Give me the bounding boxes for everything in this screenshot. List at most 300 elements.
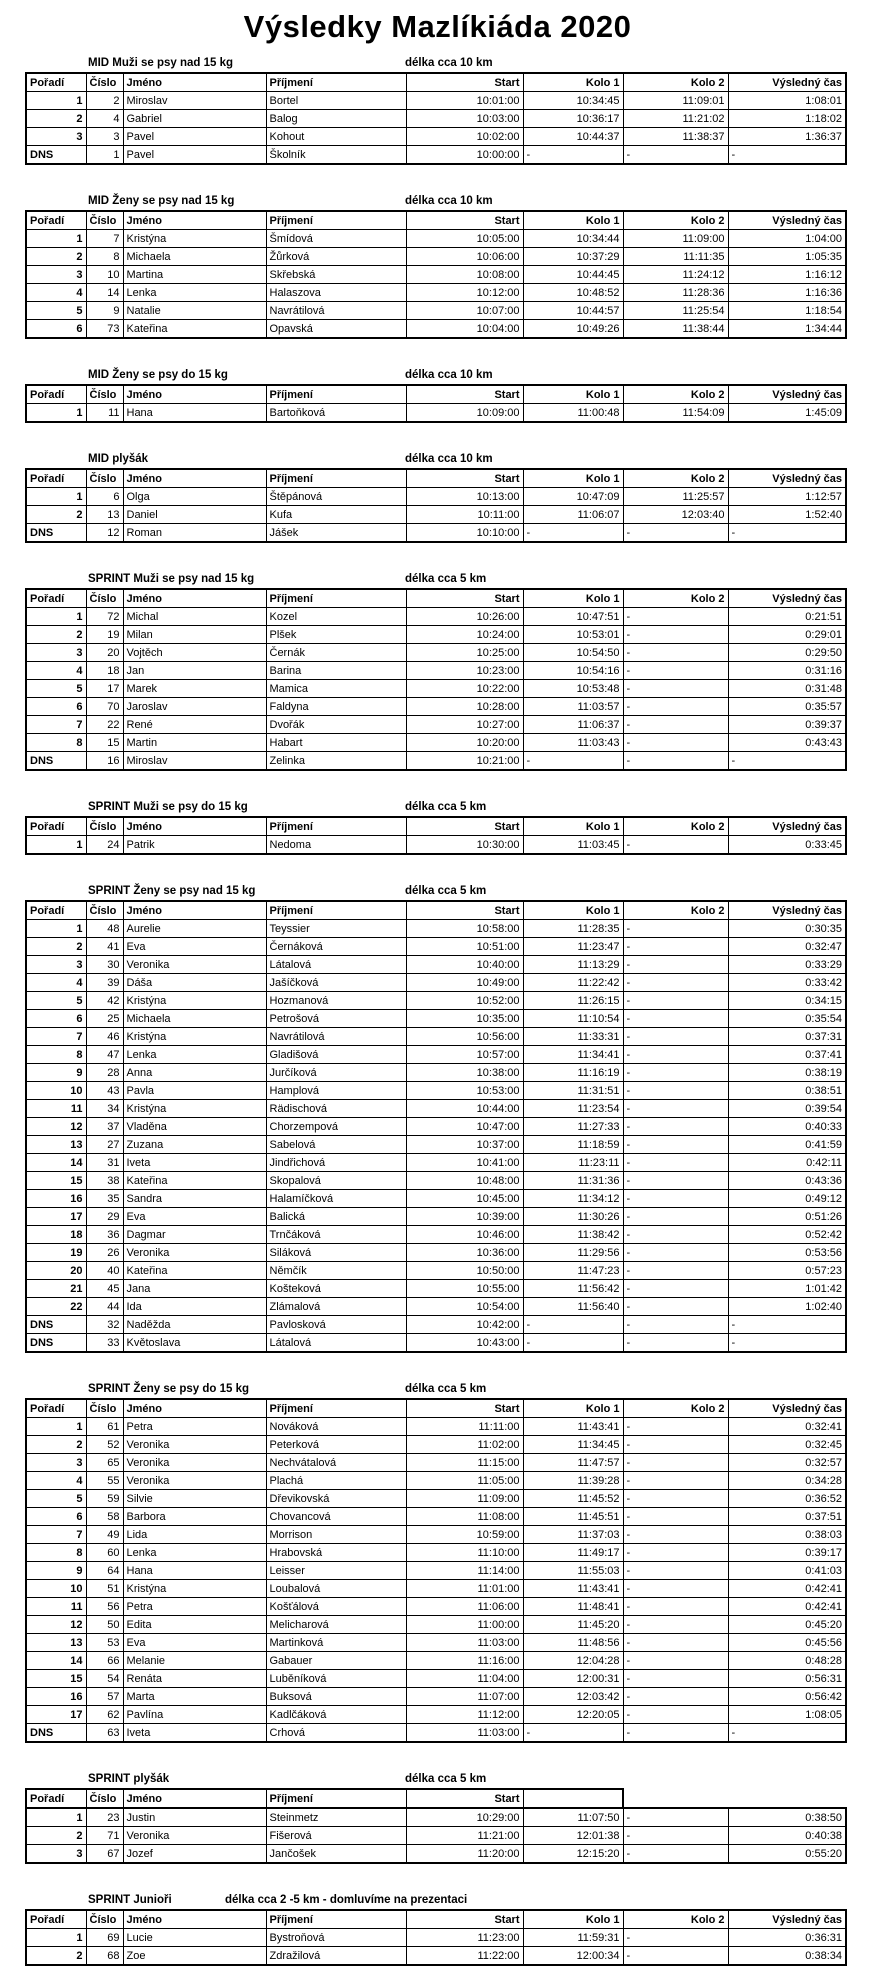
bib-cell: 63 [86, 1724, 123, 1743]
result-cell: 0:32:47 [728, 938, 846, 956]
lap1-cell: 12:04:28 [523, 1652, 623, 1670]
bib-cell: 12 [86, 524, 123, 543]
dns-row [26, 1724, 846, 1743]
start-cell: 11:07:00 [406, 1688, 523, 1706]
column-header: Číslo [86, 1399, 123, 1418]
firstname-cell: Pavel [123, 128, 266, 146]
surname-cell: Nováková [266, 1418, 406, 1436]
result-cell: 0:35:54 [728, 1010, 846, 1028]
surname-cell: Kozel [266, 608, 406, 626]
rank-cell: 3 [26, 1845, 86, 1864]
start-cell: 11:01:00 [406, 1580, 523, 1598]
section-title: SPRINT plyšák [88, 1773, 170, 1785]
result-cell: 0:37:51 [728, 1508, 846, 1526]
rank-cell: 21 [26, 1280, 86, 1298]
surname-cell: Gabauer [266, 1652, 406, 1670]
lap1-cell: - [523, 1334, 623, 1353]
rank-cell: DNS [26, 146, 86, 165]
lap1-cell: 10:36:17 [523, 110, 623, 128]
bib-cell: 47 [86, 1046, 123, 1064]
bib-cell: 54 [86, 1670, 123, 1688]
section-title: SPRINT Ženy se psy do 15 kg [88, 1383, 250, 1395]
lap2-cell: - [623, 698, 728, 716]
start-cell: 11:04:00 [406, 1670, 523, 1688]
surname-cell: Plachá [266, 1472, 406, 1490]
dns-row [26, 146, 846, 165]
lap2-cell: 11:25:54 [623, 302, 728, 320]
rank-cell: DNS [26, 1334, 86, 1353]
page-title: Výsledky Mazlíkiáda 2020 [243, 9, 632, 44]
table-row [26, 734, 846, 752]
rank-cell: 5 [26, 680, 86, 698]
start-cell: 10:26:00 [406, 608, 523, 626]
start-cell: 10:09:00 [406, 404, 523, 423]
section-header [25, 884, 845, 899]
lap1-cell: - [523, 524, 623, 543]
table-row [26, 1490, 846, 1508]
results-table [25, 1909, 847, 1966]
lap1-cell: 10:44:45 [523, 266, 623, 284]
column-header: Číslo [86, 901, 123, 920]
result-cell: 0:40:33 [728, 1118, 846, 1136]
firstname-cell: Melanie [123, 1652, 266, 1670]
result-cell: 0:37:31 [728, 1028, 846, 1046]
bib-cell: 4 [86, 110, 123, 128]
result-cell: 0:34:15 [728, 992, 846, 1010]
firstname-cell: Petra [123, 1418, 266, 1436]
results-section [25, 572, 845, 771]
rank-cell: 4 [26, 662, 86, 680]
table-row [26, 1706, 846, 1724]
start-cell: 10:36:00 [406, 1244, 523, 1262]
surname-cell: Kohout [266, 128, 406, 146]
result-cell: - [728, 524, 846, 543]
start-cell: 10:21:00 [406, 752, 523, 771]
surname-cell: Siláková [266, 1244, 406, 1262]
section-distance-note: délka cca 5 km [405, 885, 487, 897]
column-header: Příjmení [266, 73, 406, 92]
bib-cell: 53 [86, 1634, 123, 1652]
rank-cell: 2 [26, 1947, 86, 1966]
lap2-cell: - [623, 1929, 728, 1947]
table-row [26, 1580, 846, 1598]
firstname-cell: Zoe [123, 1947, 266, 1966]
firstname-cell: Olga [123, 488, 266, 506]
column-header: Pořadí [26, 1789, 86, 1808]
results-table [25, 1807, 847, 1864]
start-cell: 11:14:00 [406, 1562, 523, 1580]
rank-cell: 17 [26, 1208, 86, 1226]
document-page [0, 8, 875, 1966]
lap2-cell: 11:24:12 [623, 266, 728, 284]
column-header: Příjmení [266, 211, 406, 230]
surname-cell: Gladišová [266, 1046, 406, 1064]
table-row [26, 1154, 846, 1172]
column-header: Výsledný čas [728, 901, 846, 920]
result-cell: 0:33:29 [728, 956, 846, 974]
rank-cell: 11 [26, 1598, 86, 1616]
lap1-cell: 11:29:56 [523, 1244, 623, 1262]
lap2-cell: 11:54:09 [623, 404, 728, 423]
header-row [26, 901, 846, 920]
rank-cell: 1 [26, 92, 86, 110]
rank-cell: 13 [26, 1634, 86, 1652]
rank-cell: 1 [26, 608, 86, 626]
lap2-cell: - [623, 716, 728, 734]
result-cell: 1:34:44 [728, 320, 846, 339]
firstname-cell: Kristýna [123, 1580, 266, 1598]
column-header: Příjmení [266, 589, 406, 608]
lap2-cell: 11:09:00 [623, 230, 728, 248]
result-cell: 0:40:38 [728, 1827, 846, 1845]
table-row [26, 1808, 846, 1827]
rank-cell: 5 [26, 302, 86, 320]
rank-cell: 15 [26, 1670, 86, 1688]
bib-cell: 65 [86, 1454, 123, 1472]
section-header [25, 368, 845, 383]
start-cell: 10:45:00 [406, 1190, 523, 1208]
rank-cell: 5 [26, 1490, 86, 1508]
lap1-cell: 10:47:09 [523, 488, 623, 506]
lap1-cell: 11:33:31 [523, 1028, 623, 1046]
results-table [25, 1398, 847, 1743]
start-cell: 10:06:00 [406, 248, 523, 266]
column-header: Kolo 2 [623, 1399, 728, 1418]
start-cell: 11:21:00 [406, 1827, 523, 1845]
lap1-cell: 11:43:41 [523, 1418, 623, 1436]
lap1-cell: 10:49:26 [523, 320, 623, 339]
lap2-cell: 11:21:02 [623, 110, 728, 128]
surname-cell: Pavlosková [266, 1316, 406, 1334]
surname-cell: Leisser [266, 1562, 406, 1580]
header-row [26, 1399, 846, 1418]
start-cell: 11:22:00 [406, 1947, 523, 1966]
result-cell: 0:38:03 [728, 1526, 846, 1544]
table-row [26, 320, 846, 339]
lap1-cell: 11:45:52 [523, 1490, 623, 1508]
rank-cell: 6 [26, 1010, 86, 1028]
lap2-cell: - [623, 1490, 728, 1508]
dns-row [26, 1334, 846, 1353]
start-cell: 10:28:00 [406, 698, 523, 716]
surname-cell: Mamica [266, 680, 406, 698]
lap1-cell: 11:22:42 [523, 974, 623, 992]
bib-cell: 32 [86, 1316, 123, 1334]
result-cell: 0:29:50 [728, 644, 846, 662]
section-header [25, 800, 845, 815]
results-section [25, 1382, 845, 1743]
lap1-cell: 11:06:07 [523, 506, 623, 524]
column-header: Kolo 2 [623, 1910, 728, 1929]
start-cell: 10:50:00 [406, 1262, 523, 1280]
result-cell: 0:57:23 [728, 1262, 846, 1280]
start-cell: 10:29:00 [406, 1808, 523, 1827]
lap2-cell: - [623, 1298, 728, 1316]
table-row [26, 128, 846, 146]
table-row [26, 1190, 846, 1208]
rank-cell: 6 [26, 1508, 86, 1526]
table-row [26, 1634, 846, 1652]
bib-cell: 13 [86, 506, 123, 524]
firstname-cell: Michaela [123, 248, 266, 266]
start-cell: 11:08:00 [406, 1508, 523, 1526]
result-cell: 0:37:41 [728, 1046, 846, 1064]
table-row [26, 1526, 846, 1544]
section-distance-note: délka cca 5 km [405, 573, 487, 585]
start-cell: 10:37:00 [406, 1136, 523, 1154]
bib-cell: 58 [86, 1508, 123, 1526]
firstname-cell: Kristýna [123, 1100, 266, 1118]
surname-cell: Bystroňová [266, 1929, 406, 1947]
rank-cell: 4 [26, 284, 86, 302]
lap2-cell: 12:03:40 [623, 506, 728, 524]
bib-cell: 39 [86, 974, 123, 992]
section-header [25, 56, 845, 71]
column-header: Pořadí [26, 1910, 86, 1929]
surname-cell: Dřevikovská [266, 1490, 406, 1508]
rank-cell: 2 [26, 1436, 86, 1454]
section-distance-note: délka cca 10 km [405, 453, 493, 465]
bib-cell: 15 [86, 734, 123, 752]
table-row [26, 1418, 846, 1436]
bib-cell: 51 [86, 1580, 123, 1598]
lap2-cell: - [623, 1544, 728, 1562]
surname-cell: Nedoma [266, 836, 406, 855]
lap1-cell: - [523, 1724, 623, 1743]
bib-cell: 7 [86, 230, 123, 248]
lap2-cell: - [623, 1028, 728, 1046]
column-header: Pořadí [26, 817, 86, 836]
rank-cell: 8 [26, 1544, 86, 1562]
start-cell: 10:42:00 [406, 1316, 523, 1334]
lap1-cell: 10:53:48 [523, 680, 623, 698]
lap2-cell: - [623, 1172, 728, 1190]
lap1-cell: 11:59:31 [523, 1929, 623, 1947]
section-distance-note: délka cca 10 km [405, 369, 493, 381]
bib-cell: 26 [86, 1244, 123, 1262]
lap1-cell: 11:47:23 [523, 1262, 623, 1280]
result-cell: 0:35:57 [728, 698, 846, 716]
results-section [25, 452, 845, 543]
results-section [25, 56, 845, 165]
rank-cell: 17 [26, 1706, 86, 1724]
rank-cell: 8 [26, 734, 86, 752]
surname-cell: Crhová [266, 1724, 406, 1743]
table-row [26, 1280, 846, 1298]
bib-cell: 31 [86, 1154, 123, 1172]
column-header: Jméno [123, 589, 266, 608]
firstname-cell: Renáta [123, 1670, 266, 1688]
firstname-cell: Iveta [123, 1154, 266, 1172]
lap1-cell: 12:00:31 [523, 1670, 623, 1688]
firstname-cell: Lucie [123, 1929, 266, 1947]
table-row [26, 1100, 846, 1118]
column-header: Start [406, 73, 523, 92]
section-title: SPRINT Ženy se psy nad 15 kg [88, 885, 256, 897]
rank-cell: 3 [26, 956, 86, 974]
surname-cell: Petrošová [266, 1010, 406, 1028]
firstname-cell: Pavla [123, 1082, 266, 1100]
firstname-cell: Eva [123, 1634, 266, 1652]
rank-cell: 8 [26, 1046, 86, 1064]
column-header: Pořadí [26, 211, 86, 230]
rank-cell: 1 [26, 1808, 86, 1827]
start-cell: 10:13:00 [406, 488, 523, 506]
result-cell: 0:31:48 [728, 680, 846, 698]
firstname-cell: Edita [123, 1616, 266, 1634]
table-row [26, 1845, 846, 1864]
surname-cell: Hozmanová [266, 992, 406, 1010]
rank-cell: 4 [26, 974, 86, 992]
result-cell: 1:08:01 [728, 92, 846, 110]
result-cell: 0:31:16 [728, 662, 846, 680]
results-table [25, 588, 847, 771]
start-cell: 10:59:00 [406, 1526, 523, 1544]
surname-cell: Kadlčáková [266, 1706, 406, 1724]
surname-cell: Nechvátalová [266, 1454, 406, 1472]
lap2-cell: - [623, 920, 728, 938]
firstname-cell: Kristýna [123, 992, 266, 1010]
lap2-cell: 11:25:57 [623, 488, 728, 506]
start-cell: 10:08:00 [406, 266, 523, 284]
result-cell: - [728, 1316, 846, 1334]
lap1-cell: 10:44:37 [523, 128, 623, 146]
surname-cell: Buksová [266, 1688, 406, 1706]
bib-cell: 42 [86, 992, 123, 1010]
result-cell: - [728, 1724, 846, 1743]
column-header [523, 1789, 623, 1808]
result-cell: 0:53:56 [728, 1244, 846, 1262]
bib-cell: 28 [86, 1064, 123, 1082]
surname-cell: Trnčáková [266, 1226, 406, 1244]
column-header: Výsledný čas [728, 1910, 846, 1929]
column-header: Číslo [86, 469, 123, 488]
results-table [25, 72, 847, 165]
column-header: Kolo 2 [623, 469, 728, 488]
start-cell: 10:48:00 [406, 1172, 523, 1190]
surname-cell: Skopalová [266, 1172, 406, 1190]
lap1-cell: 11:28:35 [523, 920, 623, 938]
bib-cell: 59 [86, 1490, 123, 1508]
lap1-cell: 11:07:50 [523, 1808, 623, 1827]
firstname-cell: Kristýna [123, 1028, 266, 1046]
surname-cell: Zlámalová [266, 1298, 406, 1316]
bib-cell: 27 [86, 1136, 123, 1154]
firstname-cell: Dagmar [123, 1226, 266, 1244]
table-row [26, 248, 846, 266]
start-cell: 10:11:00 [406, 506, 523, 524]
header-row [26, 1910, 846, 1929]
column-header: Výsledný čas [728, 817, 846, 836]
results-table [25, 900, 847, 1353]
firstname-cell: Aurelie [123, 920, 266, 938]
start-cell: 11:06:00 [406, 1598, 523, 1616]
table-row [26, 626, 846, 644]
lap2-cell: - [623, 1154, 728, 1172]
firstname-cell: Veronika [123, 956, 266, 974]
start-cell: 10:02:00 [406, 128, 523, 146]
result-cell: 0:42:11 [728, 1154, 846, 1172]
result-cell: 1:16:36 [728, 284, 846, 302]
rank-cell: 20 [26, 1262, 86, 1280]
section-distance-note: délka cca 5 km [405, 801, 487, 813]
table-row [26, 698, 846, 716]
results-section [25, 194, 845, 339]
column-header: Jméno [123, 1910, 266, 1929]
surname-cell: Balická [266, 1208, 406, 1226]
surname-cell: Bortel [266, 92, 406, 110]
bib-cell: 73 [86, 320, 123, 339]
firstname-cell: Justin [123, 1808, 266, 1827]
lap1-cell: 10:48:52 [523, 284, 623, 302]
lap2-cell: - [623, 1562, 728, 1580]
surname-cell: Chovancová [266, 1508, 406, 1526]
lap1-cell: 10:44:57 [523, 302, 623, 320]
table-row [26, 1208, 846, 1226]
rank-cell: 12 [26, 1118, 86, 1136]
firstname-cell: Hana [123, 1562, 266, 1580]
firstname-cell: Veronika [123, 1827, 266, 1845]
firstname-cell: Miroslav [123, 92, 266, 110]
table-row [26, 1262, 846, 1280]
table-row [26, 1226, 846, 1244]
lap2-cell: - [623, 1634, 728, 1652]
lap2-cell: 11:09:01 [623, 92, 728, 110]
column-header: Výsledný čas [728, 589, 846, 608]
column-header: Jméno [123, 469, 266, 488]
start-cell: 11:23:00 [406, 1929, 523, 1947]
result-cell: 1:02:40 [728, 1298, 846, 1316]
result-cell: 0:56:42 [728, 1688, 846, 1706]
bib-cell: 50 [86, 1616, 123, 1634]
lap1-cell: 11:55:03 [523, 1562, 623, 1580]
column-header: Pořadí [26, 589, 86, 608]
surname-cell: Loubalová [266, 1580, 406, 1598]
lap2-cell: - [623, 1082, 728, 1100]
section-distance-note: délka cca 5 km [405, 1773, 487, 1785]
surname-cell: Hamplová [266, 1082, 406, 1100]
result-cell: 0:52:42 [728, 1226, 846, 1244]
column-header: Kolo 1 [523, 817, 623, 836]
bib-cell: 23 [86, 1808, 123, 1827]
lap2-cell: - [623, 1670, 728, 1688]
rank-cell: 7 [26, 1028, 86, 1046]
rank-cell: 7 [26, 716, 86, 734]
rank-cell: 7 [26, 1526, 86, 1544]
column-header: Příjmení [266, 1399, 406, 1418]
table-row [26, 1562, 846, 1580]
firstname-cell: Vojtěch [123, 644, 266, 662]
header-row [26, 1789, 623, 1808]
lap1-cell: 10:53:01 [523, 626, 623, 644]
section-header [25, 194, 845, 209]
bib-cell: 14 [86, 284, 123, 302]
surname-cell: Štěpánová [266, 488, 406, 506]
firstname-cell: Martin [123, 734, 266, 752]
surname-cell: Zelinka [266, 752, 406, 771]
section-title: MID Muži se psy nad 15 kg [88, 57, 234, 69]
bib-cell: 64 [86, 1562, 123, 1580]
start-cell: 10:46:00 [406, 1226, 523, 1244]
results-content [25, 56, 845, 1966]
result-cell: 1:18:02 [728, 110, 846, 128]
lap1-cell: 11:27:33 [523, 1118, 623, 1136]
lap1-cell: 12:20:05 [523, 1706, 623, 1724]
surname-cell: Rädischová [266, 1100, 406, 1118]
firstname-cell: Marta [123, 1688, 266, 1706]
firstname-cell: Jozef [123, 1845, 266, 1864]
table-row [26, 1136, 846, 1154]
